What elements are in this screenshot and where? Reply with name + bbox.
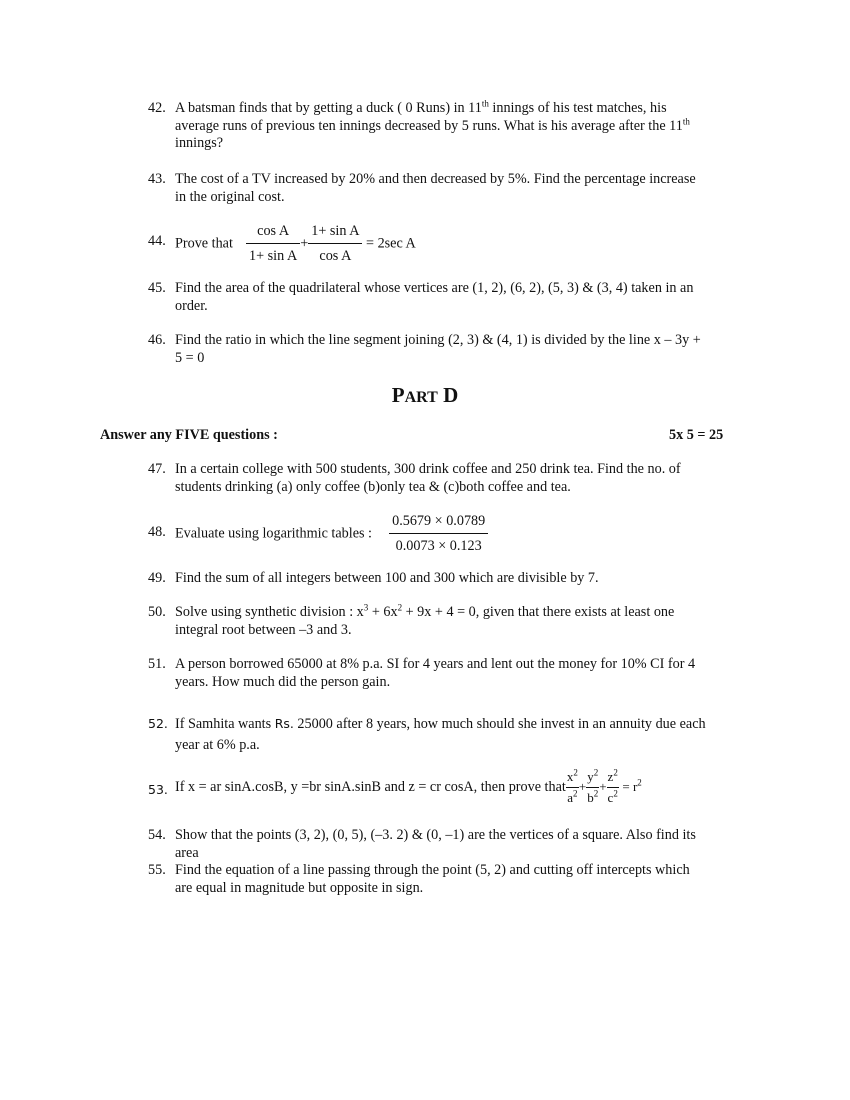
question-text-line: years. How much did the person gain. <box>175 673 391 690</box>
question-text-line: Find the equation of a line passing through the point (5, 2) and cutting off intercepts which <box>175 862 690 878</box>
question-text-line: in the original cost. <box>175 188 285 205</box>
question-number: 45. <box>148 280 166 296</box>
fraction-cosA-over-1-plus-sinA: $\frac{\text{cos A}}{\text{1+ sin A}}$ <box>246 222 300 266</box>
plus-sign: + <box>599 778 607 794</box>
question-number: 50. <box>148 604 166 620</box>
question-text-line: students drinking (a) only coffee (b)only tea & (c)both coffee and tea. <box>175 478 571 495</box>
logarithm-fraction: $\frac{0.5679 \times 0.0789}{0.0073 \times 0.123}$ <box>389 512 488 556</box>
question-text: If x = ar sinA.cosB, y =br sinA.sinB and z = cr cosA, then prove that <box>175 778 566 795</box>
question-49 <box>148 570 748 588</box>
question-text-line: year at 6% p.a. <box>175 737 260 753</box>
section-heading-part-d: PART D <box>391 383 459 407</box>
fraction-y2-over-b2: $\frac{y^2}{b^2}$ <box>587 767 599 805</box>
plus-sign: + <box>300 235 309 252</box>
question-number: 55. <box>148 862 166 878</box>
question-54 <box>148 827 748 862</box>
question-text-line: A batsman finds that by getting a duck ( 0 Runs) in 11th innings of his test matches, his <box>175 98 667 116</box>
question-51 <box>148 656 748 691</box>
question-44 <box>148 222 748 266</box>
question-text-line: Find the ratio in which the line segment joining (2, 3) & (4, 1) is divided by the line x – 3y + <box>175 332 701 348</box>
question-text-line: innings? <box>175 135 224 151</box>
question-text-line: Find the area of the quadrilateral whose vertices are (1, 2), (6, 2), (5, 3) & (3, 4) taken in an <box>175 280 694 296</box>
fraction-z2-over-c2: $\frac{z^2}{c^2}$ <box>607 767 618 805</box>
question-text-line: are equal in magnitude but opposite in sign. <box>175 879 424 896</box>
question-text-line: integral root between –3 and 3. <box>175 621 352 638</box>
question-number: 43. <box>148 171 166 187</box>
question-text-line: 5 = 0 <box>175 349 205 366</box>
question-43 <box>148 171 748 206</box>
section-instruction: Answer any FIVE questions : <box>100 427 278 443</box>
question-number: 46. <box>148 332 166 348</box>
question-text-line: The cost of a TV increased by 20% and then decreased by 5%. Find the percentage increase <box>175 171 696 187</box>
question-45 <box>148 280 748 315</box>
question-number: 49. <box>148 570 166 586</box>
question-text-line: Find the sum of all integers between 100 and 300 which are divisible by 7. <box>175 570 599 586</box>
fraction-1-plus-sinA-over-cosA: $\frac{\text{1+ sin A}}{\text{cos A}}$ <box>308 222 362 266</box>
fraction-x2-over-a2: $\frac{x^2}{a^2}$ <box>566 767 578 805</box>
question-text-line: Show that the points (3, 2), (0, 5), (–3. 2) & (0, –1) are the vertices of a square. Also find its <box>175 827 696 843</box>
question-text-line: A person borrowed 65000 at 8% p.a. SI for 4 years and lent out the money for 10% CI for 4 <box>175 656 696 672</box>
equation-rhs: = $r^2$ <box>622 777 642 794</box>
question-text: Evaluate using logarithmic tables : <box>175 525 372 542</box>
question-text-line: order. <box>175 297 208 314</box>
question-text: Prove that <box>175 235 233 252</box>
question-number: 47. <box>148 461 166 477</box>
question-number: 51. <box>148 656 166 672</box>
question-42 <box>148 100 748 153</box>
question-47 <box>148 461 748 496</box>
question-text-line: If Samhita wants Rs. 25000 after 8 years, how much should she invest in an annuity due each <box>175 716 706 732</box>
question-50 <box>148 604 748 639</box>
question-number: 48. <box>148 524 166 540</box>
question-number: 54. <box>148 827 166 843</box>
equation-rhs: = 2sec A <box>366 235 416 252</box>
question-53 <box>148 768 768 807</box>
question-text-line: Solve using synthetic division : $x^3 + 6x^2 + 9x + 4 = 0$, given that there exists at least one <box>175 602 675 620</box>
question-text-line: In a certain college with 500 students, 300 drink coffee and 250 drink tea. Find the no. of <box>175 461 681 477</box>
question-number: 44. <box>148 233 166 249</box>
question-text-line: average runs of previous ten innings decreased by 5 runs. What is his average after the 11th <box>175 115 690 134</box>
question-52 <box>148 713 748 756</box>
question-46 <box>148 332 748 367</box>
question-number: 42. <box>148 100 166 116</box>
question-number: 52. <box>148 716 168 731</box>
section-marks: 5x 5 = 25 <box>669 427 724 443</box>
question-number: 53. <box>148 782 168 797</box>
question-55 <box>148 862 748 897</box>
plus-sign: + <box>578 778 587 794</box>
question-text-line: area <box>175 844 199 861</box>
question-48 <box>148 512 748 556</box>
